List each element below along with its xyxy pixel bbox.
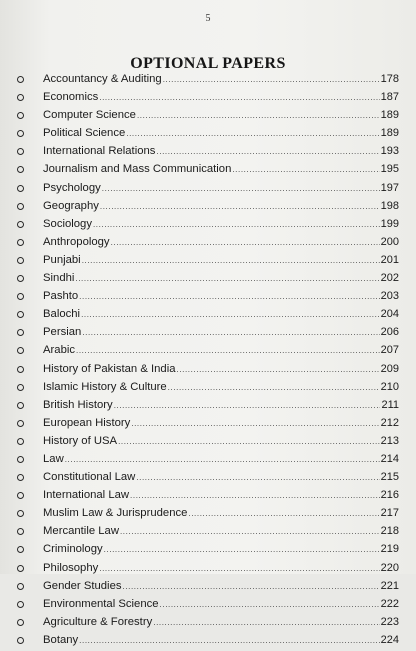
dot-leader (82, 256, 380, 266)
dot-leader (131, 419, 379, 429)
toc-entry (0, 108, 416, 126)
toc-entry-line (43, 162, 399, 177)
bullet-circle-icon (17, 130, 24, 137)
toc-entry-label: Criminology (43, 543, 103, 556)
bullet-circle-icon (17, 546, 24, 553)
toc-entry-page-number: 198 (380, 199, 399, 212)
toc-entry-line (43, 362, 399, 377)
bullet-circle-icon (17, 456, 24, 463)
toc-entry-label: Economics (43, 91, 99, 104)
toc-entry-line (43, 452, 399, 467)
toc-entry-page-number: 197 (380, 181, 399, 194)
bullet-circle-icon (17, 583, 24, 590)
toc-entry (0, 235, 416, 253)
toc-entry-line (43, 561, 399, 576)
toc-entry-line (43, 72, 399, 87)
dot-leader (102, 184, 380, 194)
toc-entry-page-number: 212 (380, 416, 399, 429)
toc-entry-line (43, 470, 399, 485)
dot-leader (177, 365, 380, 375)
bullet-circle-icon (17, 203, 24, 210)
toc-entry (0, 289, 416, 307)
toc-entry-label: Anthropology (43, 235, 110, 248)
toc-entry (0, 362, 416, 380)
dot-leader (160, 600, 380, 610)
toc-entry-page-number: 204 (380, 308, 399, 321)
dot-leader (126, 129, 379, 139)
dot-leader (82, 328, 379, 338)
toc-entry (0, 271, 416, 289)
dot-leader (123, 582, 380, 592)
bullet-circle-icon (17, 275, 24, 282)
toc-entry-label: Botany (43, 633, 79, 646)
toc-entry-line (43, 579, 399, 594)
toc-entry-label: Pashto (43, 290, 79, 303)
toc-entry-label: Law (43, 452, 64, 465)
bullet-circle-icon (17, 76, 24, 83)
toc-entry-line (43, 235, 399, 250)
dot-leader (118, 437, 380, 447)
toc-entry-label: Computer Science (43, 109, 136, 122)
page-number: 5 (205, 13, 211, 24)
toc-entry-page-number: 223 (380, 615, 399, 628)
toc-entry (0, 452, 416, 470)
bullet-circle-icon (17, 384, 24, 391)
dot-leader (156, 147, 379, 157)
dot-leader (111, 238, 380, 248)
toc-entry-page-number: 210 (380, 380, 399, 393)
toc-entry-line (43, 289, 399, 304)
toc-entry (0, 398, 416, 416)
toc-entry (0, 325, 416, 343)
toc-entry-label: Agriculture & Forestry (43, 615, 153, 628)
dot-leader (65, 455, 380, 465)
dot-leader (79, 636, 379, 646)
dot-leader (130, 491, 380, 501)
toc-entry-label: Persian (43, 326, 82, 339)
toc-entry-label: Balochi (43, 308, 81, 321)
bullet-circle-icon (17, 474, 24, 481)
dot-leader (120, 527, 380, 537)
dot-leader (104, 545, 380, 555)
toc-entry-page-number: 220 (380, 561, 399, 574)
toc-entry-line (43, 307, 399, 322)
toc-entry-page-number: 195 (380, 163, 399, 176)
dot-leader (99, 564, 379, 574)
toc-entry-label: Sindhi (43, 272, 75, 285)
toc-entry-line (43, 542, 399, 557)
toc-entry-label: Punjabi (43, 253, 81, 266)
bullet-circle-icon (17, 366, 24, 373)
toc-entry-label: Psychology (43, 181, 101, 194)
toc-entry (0, 144, 416, 162)
dot-leader (232, 165, 379, 175)
toc-entry (0, 253, 416, 271)
bullet-circle-icon (17, 420, 24, 427)
toc-entry-label: Mercantile Law (43, 525, 119, 538)
bullet-circle-icon (17, 510, 24, 517)
toc-entry-page-number: 213 (380, 434, 399, 447)
bullet-circle-icon (17, 293, 24, 300)
toc-entry (0, 542, 416, 560)
toc-entry (0, 524, 416, 542)
bullet-circle-icon (17, 112, 24, 119)
toc-entry (0, 434, 416, 452)
bullet-circle-icon (17, 438, 24, 445)
dot-leader (136, 473, 379, 483)
toc-entry (0, 633, 416, 651)
toc-entry-line (43, 126, 399, 141)
toc-entry (0, 488, 416, 506)
bullet-circle-icon (17, 239, 24, 246)
toc-entry-label: Political Science (43, 127, 126, 140)
dot-leader (137, 111, 380, 121)
bullet-circle-icon (17, 619, 24, 626)
dot-leader (79, 292, 379, 302)
toc-entry-label: Arabic (43, 344, 76, 357)
bullet-circle-icon (17, 166, 24, 173)
page-title: OPTIONAL PAPERS (130, 55, 286, 72)
dot-leader (163, 75, 380, 85)
toc-entry-line (43, 325, 399, 340)
toc-entry-label: Philosophy (43, 561, 99, 574)
dot-leader (81, 310, 380, 320)
toc-entry-page-number: 218 (380, 525, 399, 538)
toc-entry-page-number: 214 (380, 452, 399, 465)
toc-entry-label: British History (43, 398, 113, 411)
toc-entry-line (43, 488, 399, 503)
dot-leader (168, 383, 380, 393)
toc-entry-line (43, 524, 399, 539)
bullet-circle-icon (17, 148, 24, 155)
toc-entry (0, 126, 416, 144)
bullet-circle-icon (17, 402, 24, 409)
toc-entry-page-number: 207 (380, 344, 399, 357)
toc-entry-line (43, 217, 399, 232)
toc-entry (0, 579, 416, 597)
toc-entry-page-number: 222 (380, 597, 399, 610)
bullet-circle-icon (17, 221, 24, 228)
toc-entry-page-number: 189 (380, 127, 399, 140)
toc-entry-label: International Law (43, 489, 130, 502)
toc-entry (0, 597, 416, 615)
toc-entry-label: Journalism and Mass Communication (43, 163, 232, 176)
dot-leader (93, 220, 380, 230)
toc-entry-line (43, 181, 399, 196)
dot-leader (114, 401, 381, 411)
toc-entry-page-number: 203 (380, 290, 399, 303)
toc-entry-line (43, 597, 399, 612)
toc-entry-line (43, 380, 399, 395)
toc-entry-label: Muslim Law & Jurisprudence (43, 507, 188, 520)
toc-entry (0, 343, 416, 361)
toc-entry-page-number: 211 (381, 398, 399, 411)
toc-entry-page-number: 201 (380, 253, 399, 266)
toc-entry-line (43, 108, 399, 123)
toc-entry-page-number: 193 (380, 145, 399, 158)
toc-entry-label: Islamic History & Culture (43, 380, 167, 393)
dot-leader (76, 346, 380, 356)
toc-entry-page-number: 221 (380, 579, 399, 592)
toc-entry-page-number: 216 (380, 489, 399, 502)
bullet-circle-icon (17, 94, 24, 101)
toc-entry (0, 307, 416, 325)
bullet-circle-icon (17, 601, 24, 608)
toc-entry-line (43, 633, 399, 648)
toc-entry-label: History of Pakistan & India (43, 362, 176, 375)
toc-entry-label: Accountancy & Auditing (43, 73, 162, 85)
toc-entry (0, 615, 416, 633)
toc-entry-line (43, 506, 399, 521)
toc-entry (0, 416, 416, 434)
bullet-circle-icon (17, 311, 24, 318)
toc-entry-label: Geography (43, 199, 99, 212)
toc-entry-label: Constitutional Law (43, 471, 136, 484)
dot-leader (99, 93, 379, 103)
toc-entry-page-number: 187 (380, 91, 399, 104)
toc-entry (0, 470, 416, 488)
bullet-circle-icon (17, 347, 24, 354)
toc-entry (0, 199, 416, 217)
bullet-circle-icon (17, 329, 24, 336)
toc-entry (0, 90, 416, 108)
toc-entry-page-number: 200 (380, 235, 399, 248)
toc-entry-label: Environmental Science (43, 597, 159, 610)
bullet-circle-icon (17, 257, 24, 264)
toc-entry-line (43, 343, 399, 358)
dot-leader (188, 509, 379, 519)
toc-entry (0, 181, 416, 199)
dot-leader (75, 274, 379, 284)
toc-entry (0, 72, 416, 90)
toc-entry-label: International Relations (43, 145, 156, 158)
toc-entry-page-number: 199 (380, 217, 399, 230)
toc-entry-label: European History (43, 416, 131, 429)
toc-entry-line (43, 416, 399, 431)
toc-entry-page-number: 219 (380, 543, 399, 556)
toc-entry-line (43, 271, 399, 286)
toc-entry-line (43, 398, 399, 413)
toc-entry-line (43, 90, 399, 105)
bullet-circle-icon (17, 492, 24, 499)
dot-leader (100, 202, 380, 212)
toc-entry (0, 506, 416, 524)
dot-leader (153, 618, 379, 628)
toc-entry-label: Gender Studies (43, 579, 122, 592)
toc-entry-line (43, 434, 399, 449)
toc-entry-page-number: 189 (380, 109, 399, 122)
toc-entry-page-number: 178 (380, 73, 399, 85)
toc-entry-page-number: 215 (380, 471, 399, 484)
toc-entry (0, 561, 416, 579)
bullet-circle-icon (17, 565, 24, 572)
toc-entry-line (43, 144, 399, 159)
toc-entry (0, 162, 416, 180)
toc-entry-page-number: 202 (380, 272, 399, 285)
toc-entry-page-number: 224 (380, 633, 399, 646)
toc-entry-page-number: 217 (380, 507, 399, 520)
toc-entry (0, 217, 416, 235)
toc-entry-label: History of USA (43, 434, 118, 447)
table-of-contents (0, 72, 416, 651)
toc-entry-line (43, 199, 399, 214)
toc-entry (0, 380, 416, 398)
toc-entry-page-number: 206 (380, 326, 399, 339)
toc-entry-line (43, 615, 399, 630)
toc-entry-label: Sociology (43, 217, 92, 230)
bullet-circle-icon (17, 185, 24, 192)
toc-entry-page-number: 209 (380, 362, 399, 375)
bullet-circle-icon (17, 637, 24, 644)
toc-entry-line (43, 253, 399, 268)
bullet-circle-icon (17, 528, 24, 535)
